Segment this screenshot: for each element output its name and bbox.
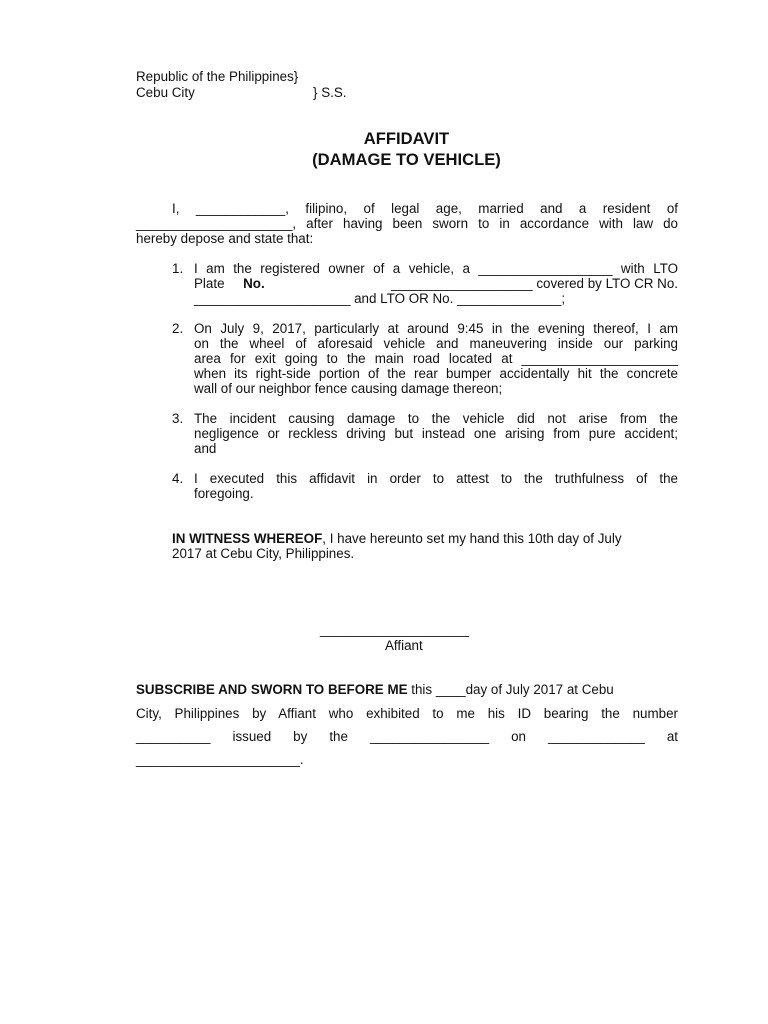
item-number: 1. [172,261,184,276]
item-number: 3. [172,411,184,426]
item-line: and [194,441,217,456]
item-line: The incident causing damage to the vehicle did not arise from the [194,411,678,426]
signature-label: Affiant [385,638,423,653]
venue-city: Cebu City [136,85,195,100]
item-line: _____________________ and LTO OR No. ______________; [194,291,566,306]
jurat-heading: SUBSCRIBE AND SWORN TO BEFORE ME [136,682,408,697]
witness-heading: IN WITNESS WHEREOF [172,531,323,546]
jurat-line-1 [136,682,614,697]
plate-rest: ___________________ covered by LTO CR No. [391,276,678,291]
item-line: foregoing. [194,486,254,501]
jurat-line-4: ______________________. [136,752,304,767]
item-line: when its right-side portion of the rear bumper accidentally hit the concrete [194,366,678,381]
venue-republic: Republic of the Philippines} [136,69,299,84]
witness-text: , I have hereunto set my hand this 10th day of July [322,531,622,546]
intro-line-2: _____________________, after having been sworn to in accordance with law do [136,216,678,231]
witness-line-2: 2017 at Cebu City, Philippines. [172,546,355,561]
item-line: negligence or reckless driving but instead one arising from pure accident; [194,426,678,441]
item-line: I executed this affidavit in order to attest to the truthfulness of the [194,471,678,486]
document-subtitle: (DAMAGE TO VEHICLE) [312,150,501,169]
item-line-plate [194,276,678,291]
witness-line-1 [172,531,622,546]
item-line: On July 9, 2017, particularly at around 9:45 in the evening thereof, I am [194,321,678,336]
plate-no-label: No. [243,276,265,291]
intro-line-1: I, ____________, filipino, of legal age, married and a resident of [172,201,678,216]
item-line: area for exit going to the main road located at _____________________ [194,351,678,366]
item-number: 4. [172,471,184,486]
signature-line: ____________________ [320,622,469,637]
venue-ss: } S.S. [313,85,347,100]
document-title: AFFIDAVIT [363,129,450,148]
item-line: wall of our neighbor fence causing damage thereon; [194,381,503,396]
jurat-line-3: __________ issued by the ________________ on _____________ at [136,729,678,744]
intro-line-3: hereby depose and state that: [136,231,314,246]
jurat-line-2: City, Philippines by Affiant who exhibited to me his ID bearing the number [136,706,678,721]
jurat-text: this ____day of July 2017 at Cebu [407,682,614,697]
item-line: on the wheel of aforesaid vehicle and maneuvering inside our parking [194,336,678,351]
item-number: 2. [172,321,184,336]
item-line: I am the registered owner of a vehicle, a __________________ with LTO [194,261,678,276]
plate-label: Plate [194,276,225,291]
